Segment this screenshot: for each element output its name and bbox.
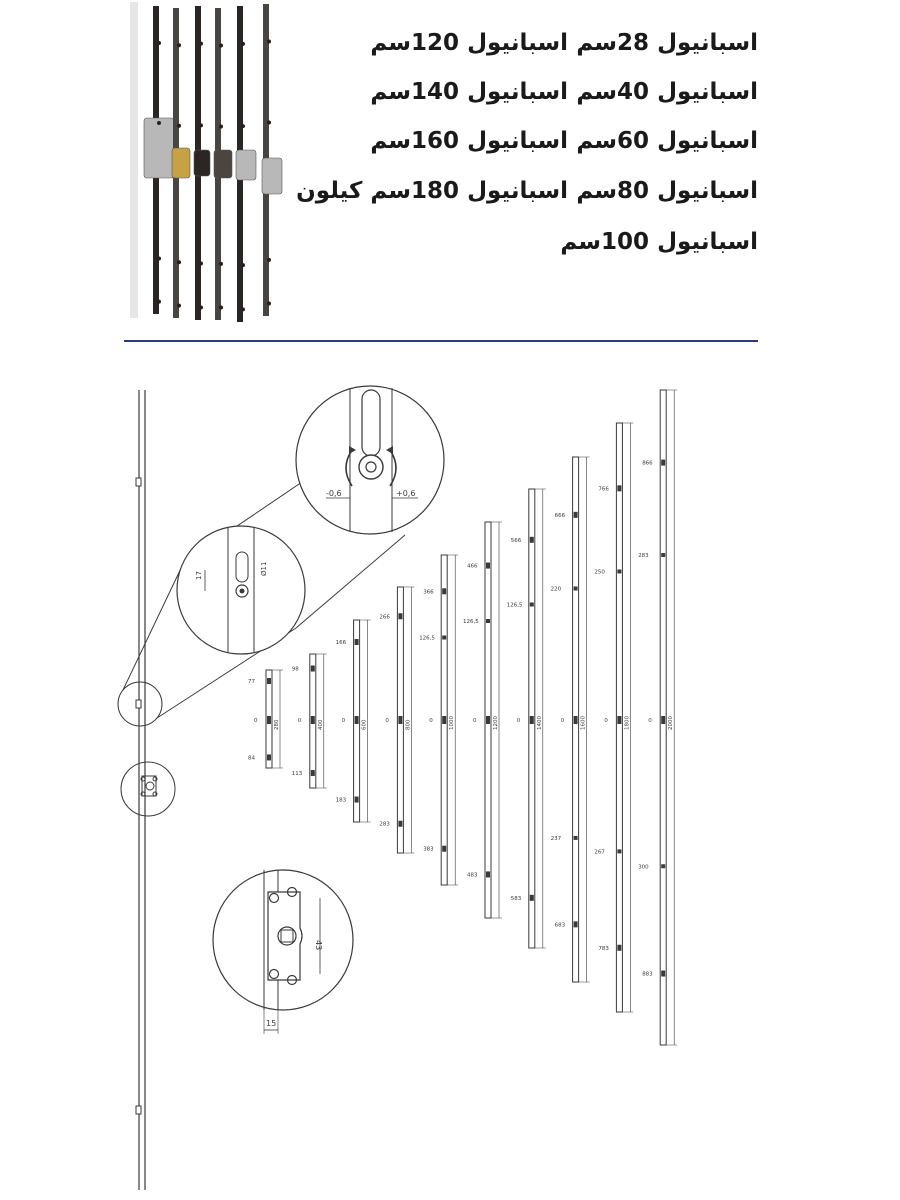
rod-bottom-pos-label: 383 <box>423 846 434 853</box>
photo-rod-pin <box>241 263 245 267</box>
rod-mid-pos-label: 283 <box>638 553 649 559</box>
rod-length-label: 1800 <box>624 716 631 730</box>
rod-gearbox-mark <box>311 716 315 724</box>
rod-zero-label: 0 <box>254 718 258 724</box>
photo-rod-pin <box>177 43 181 47</box>
technical-drawing <box>0 380 900 1200</box>
photo-rod-pin <box>219 262 223 266</box>
rod-bottom-pos-label: 283 <box>379 821 390 828</box>
rod-mid-point-2 <box>661 864 665 868</box>
rod-lock-point-bottom <box>355 797 359 803</box>
rod-length-label: 1000 <box>449 716 456 730</box>
photo-gearbox <box>172 148 190 178</box>
rod-bottom-pos-label: 84 <box>248 755 255 762</box>
rod-zero-label: 0 <box>516 718 521 724</box>
photo-rod-pin <box>241 42 245 46</box>
rod-lock-point-top <box>661 460 665 466</box>
rod-top-pos-label: 666 <box>554 512 566 519</box>
rod-zero-label: 0 <box>604 718 608 724</box>
rod-gearbox-mark <box>398 716 402 724</box>
keeper-marker <box>121 762 175 816</box>
rod-length-label: 280 <box>274 719 280 730</box>
photo-rod-pin <box>157 121 161 125</box>
rod-mid-point <box>617 570 621 574</box>
photo-rod-pin <box>199 42 203 46</box>
size-label-120: اسبانيول 120سم <box>370 30 568 56</box>
rod-zero-label: 0 <box>297 718 302 724</box>
dim-17: 17 <box>195 571 203 580</box>
rod-mid-pos-label: 126,5 <box>506 602 523 609</box>
rod-top-pos-label: 266 <box>379 614 390 621</box>
rod-top-pos-label: 98 <box>291 666 299 673</box>
rod-lock-point-bottom <box>267 754 271 760</box>
rod-zero-label: 0 <box>341 718 346 724</box>
spindle-detail-large <box>296 386 444 534</box>
rod-top-pos-label: 77 <box>248 679 255 685</box>
photo-rod-pin <box>199 305 203 309</box>
rod-gearbox-mark <box>617 716 621 724</box>
rod-lock-point-top <box>442 588 446 594</box>
rod-mid-pos-label: 250 <box>594 569 605 576</box>
rod-mid-point <box>661 553 665 557</box>
rod-gearbox-mark <box>267 716 271 724</box>
size-label-100: اسبانيول 100سم <box>560 229 758 255</box>
rod-top-pos-label: 466 <box>467 563 478 570</box>
photo-rod-pin <box>177 304 181 308</box>
rod-lock-point-top <box>617 485 621 491</box>
side-rod-assembly <box>136 390 145 1190</box>
keeper-detail <box>213 870 353 1034</box>
rod-mid-point <box>442 636 446 640</box>
rod-gearbox-mark <box>486 716 490 724</box>
rod-length-label: 1200 <box>493 716 499 730</box>
size-label-160: اسبانيول 160سم <box>370 128 568 154</box>
photo-rod-pin <box>219 43 223 47</box>
dim-plus-0-6: +0,6 <box>396 489 416 498</box>
rod-mid-pos2-label: 267 <box>594 849 605 856</box>
dim-15: 15 <box>266 1019 277 1028</box>
size-label-40: اسبانيول 40سم <box>576 79 758 105</box>
rod-lock-point-bottom <box>530 895 534 901</box>
dim-43: 43 <box>314 940 323 951</box>
rod-bottom-pos-label: 683 <box>554 922 566 929</box>
photo-gearbox <box>214 150 232 178</box>
rod-bottom-pos-label: 783 <box>598 945 609 952</box>
photo-rod-pin <box>241 307 245 311</box>
rod-length-label: 400 <box>317 719 324 730</box>
rod-zero-label: 0 <box>560 718 565 724</box>
rod-mid-pos2-label: 300 <box>638 864 649 871</box>
rod-lock-point-top <box>530 537 534 543</box>
rod-lock-point-top <box>486 563 490 569</box>
rod-zero-label: 0 <box>648 718 652 724</box>
photo-gearbox <box>262 158 282 194</box>
rod-mid-pos-label: 220 <box>550 586 562 593</box>
photo-gearbox <box>236 150 256 180</box>
photo-rod-pin <box>157 300 161 304</box>
rod-zero-label: 0 <box>429 718 433 724</box>
spindle-detail-medium <box>177 526 305 654</box>
photo-gearbox <box>144 118 174 178</box>
rod-length-label: 600 <box>361 719 368 730</box>
photo-gearbox <box>194 150 210 176</box>
rod-lock-point-bottom <box>398 821 402 827</box>
photo-rod-pin <box>219 306 223 310</box>
rod-top-pos-label: 766 <box>598 486 609 493</box>
size-label-140: اسبانيول 140سم <box>370 79 568 105</box>
rod-gearbox-mark <box>661 716 665 724</box>
rod-top-pos-label: 366 <box>423 589 434 596</box>
photo-rod-pin <box>267 258 271 262</box>
rod-gearbox-mark <box>530 716 534 724</box>
rod-zero-label: 0 <box>473 718 477 724</box>
rod-gearbox-mark <box>442 716 446 724</box>
rod-length-label: 1400 <box>536 716 543 730</box>
photo-rod-pin <box>241 124 245 128</box>
rod-lock-point-top <box>574 512 578 518</box>
rod-lock-point-bottom <box>617 945 621 951</box>
photo-rod-pin <box>177 260 181 264</box>
section-divider <box>124 340 758 342</box>
rod-bottom-pos-label: 883 <box>642 971 653 978</box>
rod-mid-pos-label: 126,5 <box>419 635 435 642</box>
size-label-80: اسبانيول 80سم <box>576 178 758 204</box>
rod-mid-point <box>530 603 534 607</box>
rod-lock-point-bottom <box>574 921 578 927</box>
rod-top-pos-label: 566 <box>510 537 522 544</box>
rod-bottom-pos-label: 583 <box>510 895 522 902</box>
rod-top-pos-label: 166 <box>335 640 347 646</box>
rod-bottom-pos-label: 483 <box>467 872 478 879</box>
rod-lock-point-bottom <box>311 770 315 776</box>
rod-bottom-pos-label: 113 <box>291 771 303 778</box>
rod-lock-point-bottom <box>442 846 446 852</box>
rod-zero-label: 0 <box>385 718 389 724</box>
rod-bottom-pos-label: 183 <box>335 797 347 804</box>
rod-mid-pos-label: 126,5 <box>463 619 479 625</box>
photo-rod-pin <box>157 257 161 261</box>
rod-length-label: 800 <box>405 719 412 730</box>
rod-gearbox-mark <box>355 716 359 724</box>
photo-rod-pin <box>267 302 271 306</box>
size-label-28: اسبانيول 28سم <box>576 30 758 56</box>
rod-lock-point-top <box>311 666 315 672</box>
rod-lock-point-top <box>355 639 359 645</box>
photo-rod-pin <box>199 261 203 265</box>
rod-mid-point <box>574 587 578 591</box>
rod-lock-point-top <box>398 613 402 619</box>
rod-top-pos-label: 866 <box>642 460 653 467</box>
dim-d11: Ø11 <box>260 561 268 576</box>
photo-rod-pin <box>157 41 161 45</box>
dim-minus-0-6: -0,6 <box>326 489 342 498</box>
rod-mid-point <box>486 619 490 623</box>
size-label-60: اسبانيول 60سم <box>576 128 758 154</box>
rod-mid-pos2-label: 237 <box>550 835 562 842</box>
rod-length-label: 2000 <box>668 716 675 730</box>
photo-rod-pin <box>219 125 223 129</box>
photo-rod-pin <box>267 39 271 43</box>
rod-lock-point-bottom <box>661 971 665 977</box>
rod-lock-point-top <box>267 678 271 684</box>
rod-length-label: 1600 <box>580 716 587 730</box>
photo-rod-pin <box>177 124 181 128</box>
rod-lock-point-bottom <box>486 871 490 877</box>
photo-rod-pin <box>267 121 271 125</box>
photo-rod-pin <box>199 123 203 127</box>
size-label-180-keylon: اسبانيول 180سم كيلون <box>296 178 568 204</box>
espagnolette-photo <box>126 0 296 330</box>
rod-mid-point-2 <box>617 849 621 853</box>
rod-mid-point-2 <box>574 836 578 840</box>
rod-gearbox-mark <box>574 716 578 724</box>
